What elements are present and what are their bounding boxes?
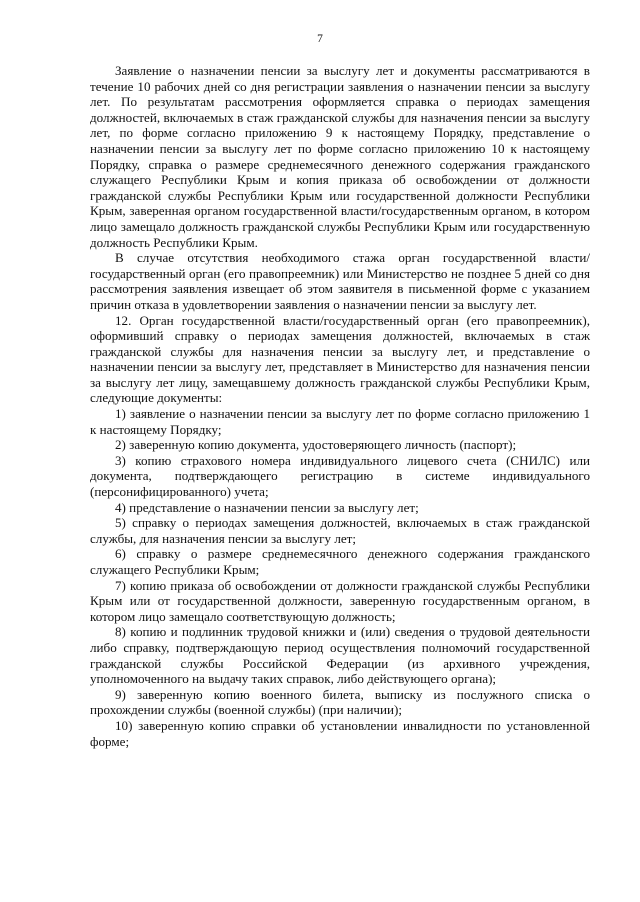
list-item-6: 6) справку о размере среднемесячного денежного содержания гражданского служащего Республики Крым; [90, 546, 590, 577]
list-item-5: 5) справку о периодах замещения должностей, включаемых в стаж гражданской службы, для назначения пенсии за выслугу лет; [90, 515, 590, 546]
page-number: 7 [317, 33, 323, 45]
list-item-1: 1) заявление о назначении пенсии за выслугу лет по форме согласно приложению 1 к настоящему Порядку; [90, 406, 590, 437]
list-item-2: 2) заверенную копию документа, удостоверяющего личность (паспорт); [115, 437, 517, 453]
list-item-9: 9) заверенную копию военного билета, выписку из послужного списка о прохождении службы (военной службы) (при наличии); [90, 686, 590, 718]
paragraph-item-12: 12. Орган государственной власти/государственный орган (его правопреемник), оформивший справку о периодах замещения должностей, включаемых в стаж гражданской службы для назначения пенсии за выслугу лет, и представление о назначении пенсии за выслугу лет, представляет в Министерство для назначения пенсии за выслугу лет лицу, замещавшему должность гражданской службы Республики Крым, следующие документы: [90, 312, 590, 406]
paragraph-application-review: Заявление о назначении пенсии за выслугу лет и документы рассматриваются в течение 10 рабочих дней со дня регистрации заявления о назначении пенсии за выслугу лет. По результатам рассмотрения оформляется справка о периодах замещения должностей, включаемых в стаж гражданской службы для назначения пенсии за выслугу лет, по форме согласно приложению 9 к настоящему Порядку, представление о назначении пенсии за выслугу лет по форме согласно приложению 10 к настоящему Порядку, справка о размере среднемесячного денежного содержания гражданского служащего Республики Крым и копия приказа об освобождении от должности гражданской службы Республики Крым или государственной должности Республики Крым, заверенная органом государственной власти/государственным органом, в котором лицо замещало должность гражданской службы Республики Крым или государственную должность Республики Крым. [90, 63, 590, 250]
paragraph-refusal-notice: В случае отсутствия необходимого стажа орган государственной власти/государственный орган (его правопреемник) или Министерство не позднее 5 дней со дня рассмотрения заявления извещает об этом заявителя в письменной форме с указанием причин отказа в удовлетворении заявления о назначении пенсии за выслугу лет. [90, 250, 590, 312]
list-item-10: 10) заверенную копию справки об установлении инвалидности по установленной форме; [90, 717, 590, 749]
list-item-3: 3) копию страхового номера индивидуального лицевого счета (СНИЛС) или документа, подтверждающего регистрацию в системе индивидуального (персонифицированного) учета; [90, 452, 590, 500]
list-item-4: 4) представление о назначении пенсии за выслугу лет; [115, 499, 419, 515]
list-item-8: 8) копию и подлинник трудовой книжки и (или) сведения о трудовой деятельности либо справку, подтверждающую период осуществления полномочий государственной гражданской службы Российской Федерации (из архивного учреждения, уполномоченного на выдачу таких справок, либо действующего органа); [90, 624, 590, 687]
list-item-7: 7) копию приказа об освобождении от должности гражданской службы Республики Крым или от государственной должности, заверенную государственным органом, в котором лицо замещало соответствующую должность; [90, 577, 590, 624]
document-body [90, 63, 590, 749]
